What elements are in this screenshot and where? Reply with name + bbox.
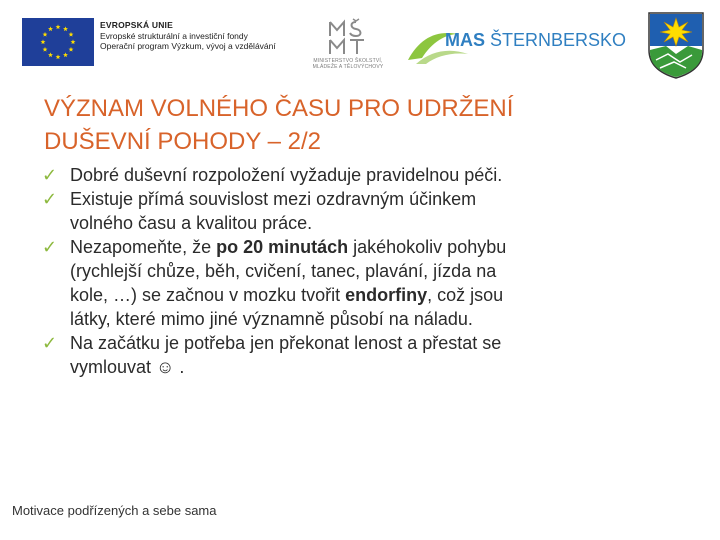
eu-star-icon: [56, 24, 61, 29]
eu-logo-text: [100, 20, 276, 52]
msmt-logo-line: MLÁDEŽE A TĚLOVÝCHOVY: [312, 64, 384, 70]
bullet-emphasis: po 20 minutách: [216, 237, 349, 257]
msmt-logo-line: MINISTERSTVO ŠKOLSTVÍ,: [313, 58, 383, 64]
bullet-text: Nezapomeňte, že: [70, 237, 217, 257]
eu-star-icon: [48, 52, 53, 57]
bullet-text: volného času a kvalitou práce.: [70, 213, 313, 233]
eu-star-icon: [43, 32, 48, 37]
eu-star-icon: [43, 47, 48, 52]
smiley-icon: ☺: [156, 357, 175, 377]
bullet-list: [42, 163, 692, 379]
bullet-text: jakéhokoliv pohybu: [348, 237, 507, 257]
eu-star-icon: [69, 47, 74, 52]
mas-name: ŠTERNBERSKO: [490, 30, 627, 50]
bullet-text: vymlouvat: [70, 357, 157, 377]
mas-logo-text: [445, 30, 626, 51]
eu-star-icon: [69, 32, 74, 37]
logo-bar: [0, 0, 720, 86]
check-icon: ✓: [42, 237, 58, 257]
bullet-item: [42, 163, 692, 187]
check-icon: ✓: [42, 333, 58, 353]
bullet-text: Existuje přímá souvislost mezi ozdravným účinkem: [70, 189, 477, 209]
eu-star-icon: [71, 39, 76, 44]
bullet-text: látky, které mimo jiné významně působí na náladu.: [70, 309, 473, 329]
mas-prefix: MAS: [445, 30, 485, 50]
bullet-emphasis: endorfiny: [345, 285, 428, 305]
title-line-2: DUŠEVNÍ POHODY – 2/2: [44, 128, 321, 155]
bullet-text: (rychlejší chůze, běh, cvičení, tanec, plavání, jízda na: [70, 261, 497, 281]
check-icon: ✓: [42, 165, 58, 185]
eu-logo-line: EVROPSKÁ UNIE: [100, 20, 173, 30]
bullet-item: [42, 235, 692, 331]
title-line-1: VÝZNAM VOLNÉHO ČASU PRO UDRŽENÍ: [44, 95, 514, 122]
eu-logo-line: Operační program Výzkum, vývoj a vzdělávání: [100, 41, 276, 51]
bullet-text: .: [174, 357, 185, 377]
bullet-text: Dobré duševní rozpoložení vyžaduje pravidelnou péči.: [70, 165, 503, 185]
eu-star-icon: [48, 26, 53, 31]
bullet-item: [42, 331, 692, 379]
eu-star-icon: [56, 54, 61, 59]
bullet-text: , což jsou: [427, 285, 504, 305]
bullet-item: [42, 187, 692, 235]
msmt-logo-text: [300, 58, 396, 70]
eu-star-icon: [63, 26, 68, 31]
eu-star-icon: [63, 52, 68, 57]
eu-star-icon: [41, 39, 46, 44]
bullet-text: Na začátku je potřeba jen překonat lenost a přestat se: [70, 333, 502, 353]
msmt-logo-icon: [326, 18, 372, 58]
coat-of-arms-icon: [646, 10, 706, 80]
bullet-text: kole, …) se začnou v mozku tvořit: [70, 285, 346, 305]
slide-title: [44, 92, 684, 158]
check-icon: ✓: [42, 189, 58, 209]
eu-flag-icon: [22, 18, 94, 66]
footer-text: Motivace podřízených a sebe sama: [12, 503, 217, 518]
eu-logo-line: Evropské strukturální a investiční fondy: [100, 30, 248, 41]
